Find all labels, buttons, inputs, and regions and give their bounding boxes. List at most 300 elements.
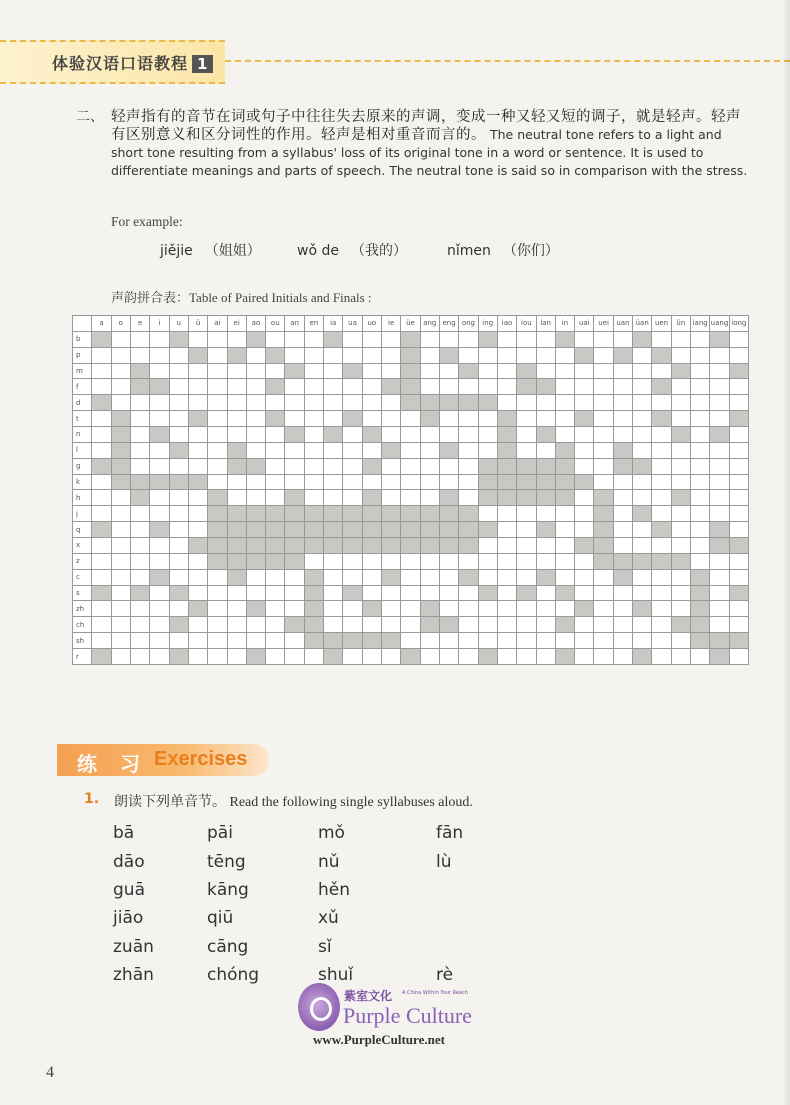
table-cell	[691, 569, 710, 585]
syllable: cāng	[207, 937, 249, 957]
table-cell	[671, 585, 690, 601]
section-2-paragraph	[76, 108, 752, 180]
table-cell	[150, 411, 169, 427]
syllable: hěn	[318, 880, 351, 900]
table-cell	[459, 553, 478, 569]
table-cell	[439, 363, 458, 379]
table-cell	[246, 553, 265, 569]
table-cell	[208, 601, 227, 617]
table-cell	[691, 585, 710, 601]
table-cell	[517, 490, 536, 506]
table-cell	[439, 522, 458, 538]
table-cell	[729, 633, 748, 649]
table-cell	[575, 522, 594, 538]
table-cell	[671, 649, 690, 665]
table-cell	[594, 617, 613, 633]
final-header: e	[130, 316, 149, 332]
table-cell	[459, 617, 478, 633]
table-cell	[188, 347, 207, 363]
table-cell	[266, 442, 285, 458]
table-cell	[536, 427, 555, 443]
table-cell	[459, 490, 478, 506]
table-cell	[343, 633, 362, 649]
table-cell	[382, 458, 401, 474]
table-cell	[555, 585, 574, 601]
table-cell	[343, 411, 362, 427]
table-cell	[536, 506, 555, 522]
table-cell	[575, 585, 594, 601]
table-cell	[188, 569, 207, 585]
table-cell	[401, 442, 420, 458]
table-cell	[710, 458, 729, 474]
table-cell	[266, 538, 285, 554]
table-cell	[324, 553, 343, 569]
table-cell	[208, 427, 227, 443]
table-cell	[130, 427, 149, 443]
table-cell	[420, 347, 439, 363]
final-header: uan	[613, 316, 632, 332]
table-cell	[150, 427, 169, 443]
final-header: ie	[382, 316, 401, 332]
table-cell	[285, 490, 304, 506]
table-cell	[478, 553, 497, 569]
table-cell	[208, 442, 227, 458]
table-cell	[633, 363, 652, 379]
table-cell	[710, 411, 729, 427]
table-cell	[478, 490, 497, 506]
syllable: kāng	[207, 880, 249, 900]
table-cell	[362, 331, 381, 347]
table-cell	[208, 379, 227, 395]
table-cell	[266, 331, 285, 347]
table-cell	[497, 474, 516, 490]
table-cell	[304, 633, 323, 649]
table-cell	[227, 490, 246, 506]
table-cell	[671, 331, 690, 347]
table-cell	[439, 379, 458, 395]
table-cell	[324, 331, 343, 347]
table-cell	[111, 585, 130, 601]
table-cell	[150, 585, 169, 601]
table-cell	[130, 601, 149, 617]
table-cell	[130, 633, 149, 649]
table-cell	[227, 569, 246, 585]
table-cell	[497, 649, 516, 665]
table-cell	[401, 585, 420, 601]
table-cell	[497, 506, 516, 522]
table-cell	[497, 617, 516, 633]
table-cell	[729, 601, 748, 617]
table-cell	[459, 363, 478, 379]
table-cell	[555, 442, 574, 458]
table-cell	[169, 617, 188, 633]
table-cell	[710, 442, 729, 458]
table-cell	[246, 442, 265, 458]
table-cell	[169, 585, 188, 601]
table-corner-cell	[73, 316, 92, 332]
table-cell	[594, 331, 613, 347]
table-cell	[169, 538, 188, 554]
table-cell	[382, 617, 401, 633]
table-cell	[169, 633, 188, 649]
table-cell	[304, 506, 323, 522]
table-cell	[111, 331, 130, 347]
example-item	[160, 240, 261, 260]
table-cell	[246, 379, 265, 395]
table-cell	[246, 474, 265, 490]
table-cell	[150, 617, 169, 633]
table-cell	[497, 538, 516, 554]
table-cell	[710, 379, 729, 395]
table-cell	[362, 427, 381, 443]
table-cell	[555, 363, 574, 379]
table-cell	[478, 601, 497, 617]
table-cell	[362, 538, 381, 554]
syllable: bā	[113, 823, 135, 843]
table-cell	[92, 458, 111, 474]
syllable: pāi	[207, 823, 233, 843]
table-cell	[92, 442, 111, 458]
table-cell	[285, 633, 304, 649]
table-cell	[613, 347, 632, 363]
table-cell	[343, 585, 362, 601]
table-cell	[324, 427, 343, 443]
table-cell	[459, 601, 478, 617]
final-header: uai	[575, 316, 594, 332]
final-header: uang	[710, 316, 729, 332]
table-cell	[343, 522, 362, 538]
table-cell	[729, 585, 748, 601]
table-cell	[613, 506, 632, 522]
table-cell	[497, 458, 516, 474]
book-title-text: 体验汉语口语教程	[52, 54, 189, 73]
final-header: iou	[517, 316, 536, 332]
example-hanzi: （你们）	[502, 243, 559, 259]
table-cell	[382, 553, 401, 569]
syllable: mǒ	[318, 823, 345, 843]
table-cell	[169, 347, 188, 363]
table-cell	[227, 331, 246, 347]
table-cell	[652, 617, 671, 633]
final-header: eng	[439, 316, 458, 332]
syllable: dāo	[113, 852, 145, 872]
table-cell	[111, 522, 130, 538]
table-cell	[401, 331, 420, 347]
table-cell	[575, 474, 594, 490]
table-cell	[111, 601, 130, 617]
table-cell	[652, 379, 671, 395]
table-cell	[497, 411, 516, 427]
table-cell	[671, 601, 690, 617]
table-cell	[439, 538, 458, 554]
table-cell	[150, 506, 169, 522]
syllable: zhān	[113, 965, 154, 985]
table-cell	[536, 442, 555, 458]
table-cell	[324, 617, 343, 633]
table-cell	[266, 601, 285, 617]
table-cell	[652, 427, 671, 443]
table-cell	[575, 411, 594, 427]
table-cell	[575, 617, 594, 633]
final-header: üan	[633, 316, 652, 332]
table-cell	[633, 379, 652, 395]
table-cell	[285, 331, 304, 347]
table-cell	[130, 585, 149, 601]
table-cell	[188, 633, 207, 649]
table-cell	[459, 442, 478, 458]
table-cell	[382, 490, 401, 506]
table-cell	[671, 347, 690, 363]
table-cell	[536, 569, 555, 585]
exercises-title-en: Exercises	[154, 748, 248, 770]
table-cell	[613, 331, 632, 347]
table-cell	[555, 347, 574, 363]
table-cell	[208, 522, 227, 538]
table-cell	[92, 490, 111, 506]
table-cell	[594, 538, 613, 554]
table-cell	[555, 649, 574, 665]
table-cell	[382, 522, 401, 538]
table-cell	[304, 490, 323, 506]
table-cell	[304, 347, 323, 363]
table-cell	[517, 427, 536, 443]
table-cell	[478, 633, 497, 649]
table-cell	[169, 411, 188, 427]
table-cell	[304, 458, 323, 474]
table-cell	[575, 363, 594, 379]
table-cell	[691, 538, 710, 554]
table-cell	[478, 442, 497, 458]
table-cell	[439, 427, 458, 443]
table-cell	[420, 490, 439, 506]
table-cell	[362, 633, 381, 649]
syllable: fān	[436, 823, 464, 843]
for-example-label: For example:	[111, 214, 183, 229]
table-cell	[710, 601, 729, 617]
table-cell	[478, 347, 497, 363]
table-cell	[285, 379, 304, 395]
exercises-title-zh: 练 习	[77, 752, 148, 776]
table-cell	[594, 458, 613, 474]
table-cell	[343, 395, 362, 411]
table-cell	[188, 331, 207, 347]
table-cell	[536, 347, 555, 363]
table-cell	[517, 506, 536, 522]
table-cell	[575, 442, 594, 458]
table-cell	[343, 347, 362, 363]
table-cell	[246, 585, 265, 601]
table-cell	[188, 585, 207, 601]
table-cell	[401, 347, 420, 363]
table-cell	[208, 649, 227, 665]
table-cell	[459, 427, 478, 443]
initial-header: ch	[73, 617, 92, 633]
table-cell	[227, 458, 246, 474]
table-cell	[227, 442, 246, 458]
table-cell	[594, 347, 613, 363]
table-cell	[169, 506, 188, 522]
table-cell	[536, 553, 555, 569]
table-cell	[382, 411, 401, 427]
table-cell	[188, 411, 207, 427]
table-cell	[343, 601, 362, 617]
exercise-instruction-zh: 朗读下列单音节。	[114, 794, 226, 810]
table-cell	[459, 506, 478, 522]
table-cell	[362, 442, 381, 458]
table-cell	[594, 553, 613, 569]
table-cell	[594, 395, 613, 411]
table-cell	[208, 553, 227, 569]
table-cell	[130, 474, 149, 490]
table-cell	[671, 411, 690, 427]
page-number: 4	[46, 1064, 54, 1081]
initial-header: x	[73, 538, 92, 554]
table-cell	[497, 347, 516, 363]
table-cell	[362, 347, 381, 363]
table-cell	[594, 649, 613, 665]
final-header: en	[304, 316, 323, 332]
table-cell	[266, 379, 285, 395]
table-cell	[613, 569, 632, 585]
table-cell	[517, 649, 536, 665]
table-cell	[575, 347, 594, 363]
table-cell	[285, 347, 304, 363]
table-cell	[227, 585, 246, 601]
table-cell	[575, 553, 594, 569]
table-cell	[285, 474, 304, 490]
table-cell	[362, 522, 381, 538]
table-cell	[439, 490, 458, 506]
table-cell	[671, 522, 690, 538]
table-cell	[613, 538, 632, 554]
table-cell	[227, 601, 246, 617]
table-cell	[304, 601, 323, 617]
table-cell	[362, 506, 381, 522]
table-cell	[536, 649, 555, 665]
table-cell	[188, 363, 207, 379]
table-cell	[401, 538, 420, 554]
syllable: shuǐ	[318, 965, 354, 985]
table-cell	[594, 474, 613, 490]
final-header: ang	[420, 316, 439, 332]
table-cell	[343, 379, 362, 395]
table-cell	[459, 474, 478, 490]
table-cell	[169, 569, 188, 585]
table-cell	[188, 538, 207, 554]
table-cell	[517, 617, 536, 633]
table-cell	[555, 490, 574, 506]
table-cell	[439, 585, 458, 601]
table-cell	[285, 427, 304, 443]
table-cell	[246, 363, 265, 379]
table-cell	[439, 553, 458, 569]
table-cell	[111, 427, 130, 443]
final-header: ü	[188, 316, 207, 332]
table-cell	[266, 347, 285, 363]
table-cell	[439, 601, 458, 617]
table-cell	[401, 427, 420, 443]
table-cell	[324, 585, 343, 601]
table-cell	[401, 522, 420, 538]
final-header: ao	[246, 316, 265, 332]
exercise-number: 1.	[84, 791, 100, 807]
table-cell	[517, 601, 536, 617]
table-cell	[536, 458, 555, 474]
initials-finals-table	[72, 315, 749, 665]
table-cell	[710, 490, 729, 506]
table-cell	[266, 395, 285, 411]
table-cell	[633, 601, 652, 617]
final-header: uen	[652, 316, 671, 332]
table-cell	[613, 649, 632, 665]
table-cell	[613, 427, 632, 443]
table-cell	[285, 553, 304, 569]
syllable: tēng	[207, 852, 246, 872]
table-cell	[594, 379, 613, 395]
table-cell	[304, 553, 323, 569]
table-cell	[691, 601, 710, 617]
table-cell	[710, 363, 729, 379]
table-cell	[652, 331, 671, 347]
table-cell	[169, 522, 188, 538]
table-cell	[92, 522, 111, 538]
table-cell	[246, 411, 265, 427]
table-cell	[710, 506, 729, 522]
table-cell	[111, 411, 130, 427]
table-cell	[613, 617, 632, 633]
table-cell	[555, 506, 574, 522]
table-cell	[130, 649, 149, 665]
table-cell	[652, 633, 671, 649]
table-cell	[246, 569, 265, 585]
table-cell	[459, 379, 478, 395]
table-cell	[729, 427, 748, 443]
table-cell	[362, 585, 381, 601]
table-cell	[478, 617, 497, 633]
table-cell	[555, 411, 574, 427]
example-hanzi: （姐姐）	[204, 243, 261, 259]
table-cell	[478, 427, 497, 443]
table-cell	[439, 331, 458, 347]
table-cell	[150, 522, 169, 538]
table-cell	[401, 363, 420, 379]
table-cell	[208, 363, 227, 379]
table-cell	[671, 633, 690, 649]
table-cell	[536, 331, 555, 347]
table-cell	[710, 633, 729, 649]
table-cell	[478, 538, 497, 554]
initial-header: j	[73, 506, 92, 522]
table-cell	[613, 442, 632, 458]
table-cell	[246, 633, 265, 649]
table-cell	[459, 633, 478, 649]
table-cell	[304, 331, 323, 347]
table-cell	[517, 538, 536, 554]
table-cell	[613, 585, 632, 601]
header-divider	[225, 60, 790, 62]
table-cell	[150, 395, 169, 411]
table-cell	[439, 395, 458, 411]
table-cell	[729, 538, 748, 554]
table-cell	[555, 553, 574, 569]
table-cell	[343, 538, 362, 554]
table-cell	[691, 427, 710, 443]
table-cell	[227, 379, 246, 395]
table-cell	[729, 411, 748, 427]
table-cell	[169, 331, 188, 347]
table-cell	[382, 347, 401, 363]
final-header: iang	[691, 316, 710, 332]
